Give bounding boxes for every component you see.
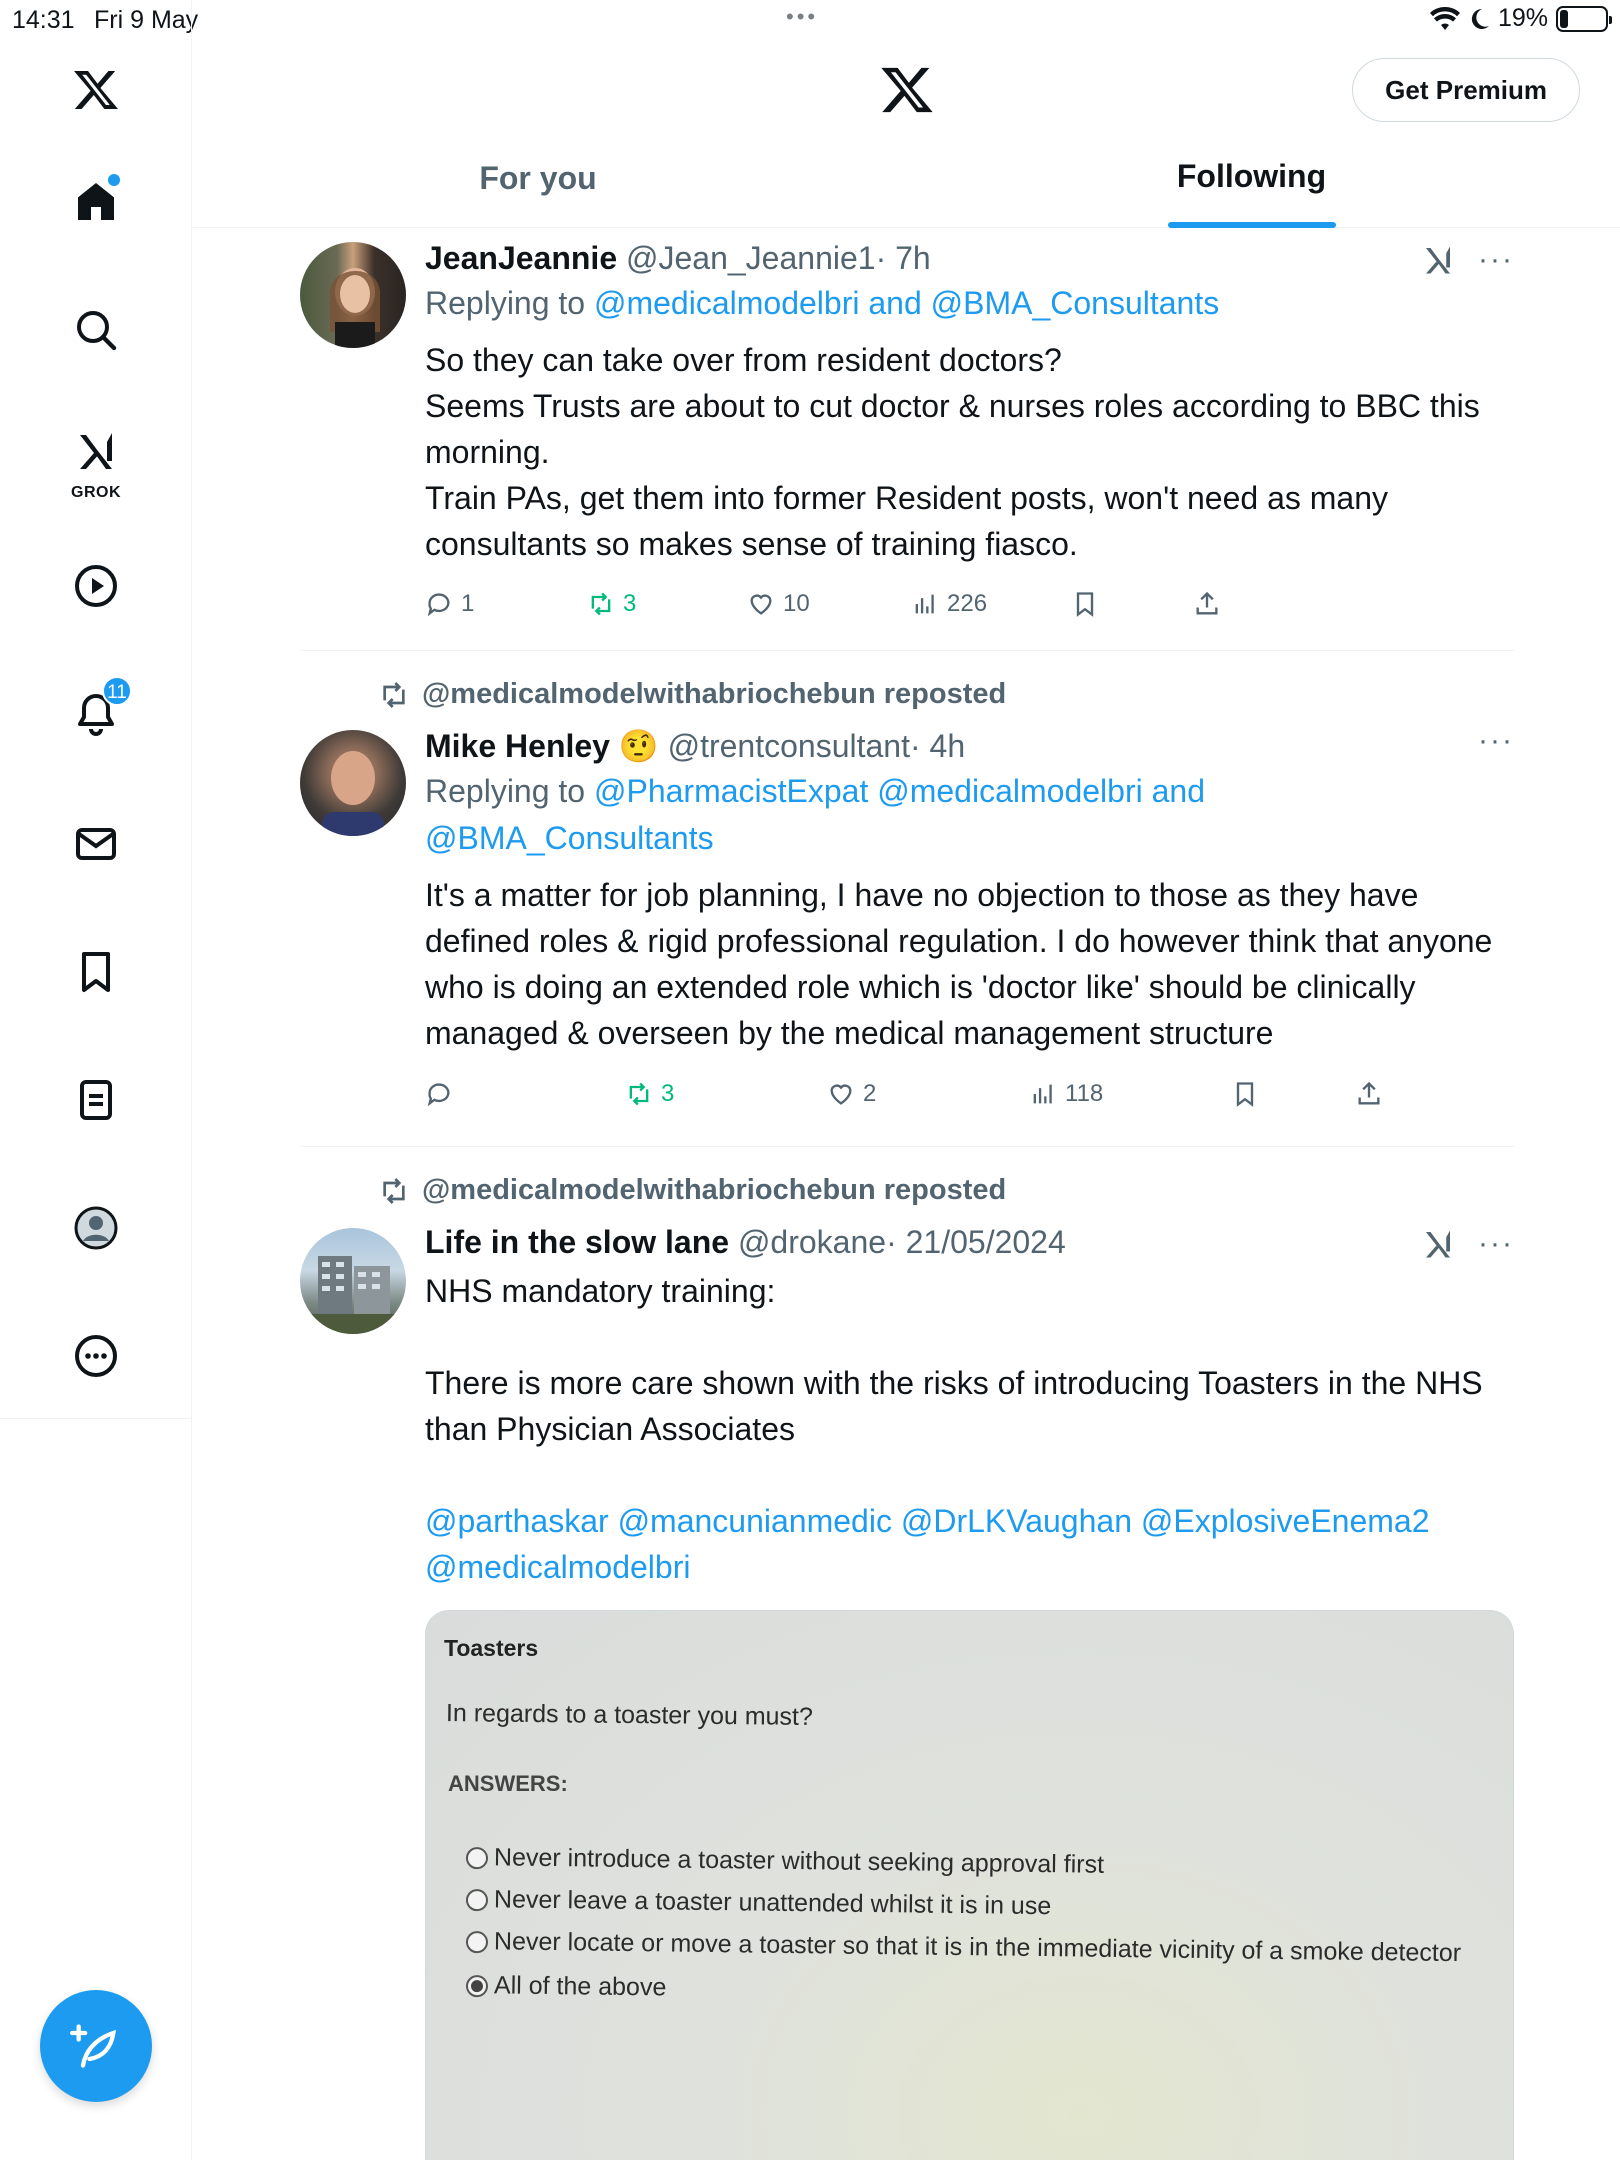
repost-indicator[interactable] bbox=[378, 1174, 1006, 1207]
compose-button[interactable] bbox=[40, 1990, 152, 2102]
repost-icon bbox=[378, 679, 410, 711]
battery-percent: 19% bbox=[1497, 4, 1548, 32]
tweet-text-line: There is more care shown with the risks of introducing Toasters in the NHS than Physician Associates bbox=[425, 1365, 1483, 1447]
tweet-divider bbox=[300, 1146, 1514, 1147]
more-options-icon[interactable]: ··· bbox=[1478, 1227, 1514, 1260]
bookmark-button[interactable] bbox=[1231, 1080, 1259, 1108]
battery-icon bbox=[1556, 6, 1608, 32]
quiz-title: Toasters bbox=[444, 1635, 539, 1661]
tweet[interactable] bbox=[300, 1220, 1514, 2160]
grok-icon[interactable] bbox=[1420, 242, 1456, 278]
repost-count: 3 bbox=[623, 590, 637, 617]
replying-to bbox=[425, 768, 1514, 862]
post-time[interactable]: · 21/05/2024 bbox=[886, 1224, 1066, 1260]
views-chart-icon bbox=[1029, 1080, 1057, 1108]
bookmark-icon bbox=[1231, 1080, 1259, 1108]
tab-for-you-label: For you bbox=[479, 160, 597, 196]
repost-indicator[interactable] bbox=[378, 678, 1006, 711]
radio-icon bbox=[466, 1889, 488, 1911]
radio-icon bbox=[466, 1847, 488, 1869]
like-count: 10 bbox=[783, 590, 810, 617]
multitasking-dots-icon[interactable]: ••• bbox=[786, 4, 819, 29]
tweet-image[interactable] bbox=[425, 1610, 1514, 2160]
reposted-by: @medicalmodelwithabriochebun reposted bbox=[422, 678, 1007, 710]
search-icon[interactable] bbox=[58, 292, 134, 368]
reply-button[interactable] bbox=[425, 590, 474, 618]
author-handle[interactable]: @trentconsultant bbox=[667, 728, 910, 764]
status-date: Fri 9 May bbox=[94, 6, 199, 34]
replying-prefix: Replying to bbox=[425, 773, 594, 809]
replying-to-links[interactable]: @BMA_Consultants bbox=[425, 820, 714, 856]
profile-icon[interactable] bbox=[58, 1190, 134, 1266]
repost-icon bbox=[378, 1175, 410, 1207]
bookmark-icon[interactable] bbox=[58, 934, 134, 1010]
repost-button[interactable] bbox=[587, 590, 636, 618]
repost-icon bbox=[587, 590, 615, 618]
like-count: 2 bbox=[863, 1080, 877, 1107]
tab-following-label: Following bbox=[1176, 158, 1327, 194]
reply-button[interactable] bbox=[425, 1080, 461, 1108]
status-right bbox=[1430, 4, 1608, 33]
bookmark-icon bbox=[1071, 590, 1099, 618]
replying-to bbox=[425, 280, 1514, 327]
bookmark-button[interactable] bbox=[1071, 590, 1099, 618]
quiz-question: In regards to a toaster you must? bbox=[445, 1699, 814, 1731]
quiz-option: Never introduce a toaster without seeking approval first bbox=[466, 1843, 1104, 1880]
reply-icon bbox=[425, 1080, 453, 1108]
status-time: 14:31 bbox=[12, 6, 75, 34]
repost-count: 3 bbox=[661, 1080, 675, 1107]
views-button[interactable] bbox=[911, 590, 987, 618]
like-button[interactable] bbox=[747, 590, 810, 618]
more-options-icon[interactable]: ··· bbox=[1478, 724, 1514, 757]
grok-label: GROK bbox=[71, 484, 121, 501]
radio-selected-icon bbox=[466, 1975, 488, 1997]
tweet[interactable] bbox=[300, 236, 1514, 636]
tweet[interactable] bbox=[300, 724, 1514, 1124]
author-name[interactable]: Mike Henley bbox=[425, 728, 610, 764]
view-count: 226 bbox=[947, 590, 988, 617]
list-icon[interactable] bbox=[58, 1062, 134, 1138]
author-handle[interactable]: @drokane bbox=[737, 1224, 887, 1260]
post-time[interactable]: · 4h bbox=[909, 728, 966, 764]
tweet-text bbox=[425, 1268, 1514, 1590]
tweet-text: It's a matter for job planning, I have no objection to those as they have defined roles & rigid professional regulation. I do however think that anyone who is doing an extended role which is 'doctor like' should be clinically managed & overseen by the medical management structure bbox=[425, 877, 1493, 1051]
views-chart-icon bbox=[911, 590, 939, 618]
author-handle[interactable]: @Jean_Jeannie1 bbox=[626, 240, 876, 276]
more-options-icon[interactable]: ··· bbox=[1478, 243, 1514, 276]
quiz-answers-label: ANSWERS: bbox=[448, 1771, 568, 1796]
tweet-text-line: Train PAs, get them into former Resident posts, won't need as many consultants so makes sense of training fiasco. bbox=[425, 480, 1388, 562]
sidebar-divider bbox=[0, 1418, 192, 1419]
like-button[interactable] bbox=[827, 1080, 876, 1108]
tab-for-you[interactable] bbox=[193, 152, 883, 228]
repost-icon bbox=[625, 1080, 653, 1108]
x-logo-icon[interactable] bbox=[879, 62, 935, 118]
mentions[interactable]: @parthaskar @mancunianmedic @DrLKVaughan @ExplosiveEnema2 @medicalmodelbri bbox=[425, 1503, 1430, 1585]
replying-to-links[interactable]: @PharmacistExpat @medicalmodelbri and bbox=[593, 773, 1205, 809]
tweet-divider bbox=[300, 650, 1514, 651]
tweet-text-line: So they can take over from resident doctors? bbox=[425, 342, 1062, 378]
get-premium-button[interactable]: Get Premium bbox=[1352, 58, 1580, 122]
tweet-text-line: NHS mandatory training: bbox=[425, 1273, 776, 1309]
tweet-actions bbox=[425, 590, 1325, 630]
radio-icon bbox=[466, 1931, 488, 1953]
share-button[interactable] bbox=[1355, 1080, 1383, 1108]
mail-icon[interactable] bbox=[58, 806, 134, 882]
avatar[interactable] bbox=[300, 242, 406, 348]
more-icon[interactable] bbox=[58, 1318, 134, 1394]
tweet-text-line: Seems Trusts are about to cut doctor & nurses roles according to BBC this morning. bbox=[425, 388, 1480, 470]
author-name[interactable]: Life in the slow lane bbox=[425, 1224, 730, 1260]
avatar[interactable] bbox=[300, 730, 406, 836]
heart-icon bbox=[827, 1080, 855, 1108]
share-button[interactable] bbox=[1193, 590, 1221, 618]
x-logo-icon[interactable] bbox=[58, 52, 134, 128]
reposted-by: @medicalmodelwithabriochebun reposted bbox=[422, 1174, 1007, 1206]
wifi-icon bbox=[1430, 6, 1460, 32]
notifications-badge: 11 bbox=[102, 676, 132, 706]
status-bar bbox=[0, 0, 1620, 40]
home-unread-dot bbox=[108, 174, 120, 186]
replying-to-links[interactable]: @medicalmodelbri and @BMA_Consultants bbox=[593, 285, 1220, 321]
tab-following[interactable] bbox=[883, 152, 1620, 228]
heart-icon bbox=[747, 590, 775, 618]
video-icon[interactable] bbox=[58, 548, 134, 624]
repost-button[interactable] bbox=[625, 1080, 674, 1108]
compose-feather-icon bbox=[70, 2020, 122, 2072]
tweet-text bbox=[425, 337, 1514, 567]
sidebar bbox=[0, 0, 192, 2160]
quiz-option: All of the above bbox=[466, 1971, 667, 2002]
author-name[interactable]: JeanJeannie bbox=[425, 240, 618, 276]
moon-icon bbox=[1468, 7, 1490, 31]
home-icon[interactable] bbox=[58, 164, 134, 240]
grok-icon[interactable] bbox=[58, 420, 134, 500]
avatar[interactable] bbox=[300, 1228, 406, 1334]
view-count: 118 bbox=[1065, 1080, 1104, 1107]
bell-icon[interactable] bbox=[58, 676, 134, 752]
tweet-actions bbox=[425, 1080, 1425, 1120]
quiz-option: Never locate or move a toaster so that it is in the immediate vicinity of a smoke detector bbox=[466, 1927, 1461, 1968]
active-tab-indicator bbox=[1168, 222, 1336, 228]
reply-count: 1 bbox=[461, 590, 475, 617]
author-emoji: 🤨 bbox=[618, 728, 659, 764]
timeline-header bbox=[193, 40, 1620, 228]
share-icon bbox=[1355, 1080, 1383, 1108]
views-button[interactable] bbox=[1029, 1080, 1103, 1108]
share-icon bbox=[1193, 590, 1221, 618]
replying-prefix: Replying to bbox=[425, 285, 594, 321]
grok-icon[interactable] bbox=[1420, 1226, 1456, 1262]
post-time[interactable]: · 7h bbox=[875, 240, 931, 276]
reply-icon bbox=[425, 590, 453, 618]
quiz-option: Never leave a toaster unattended whilst it is in use bbox=[466, 1885, 1052, 1921]
